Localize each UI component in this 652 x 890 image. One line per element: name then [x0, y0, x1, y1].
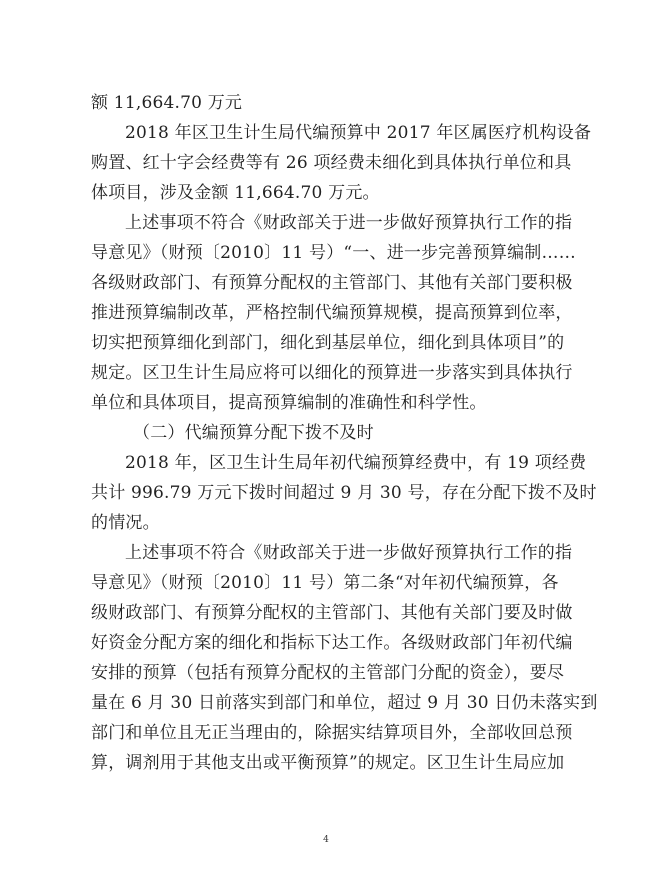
body-line: 算，调剂用于其他支出或平衡预算”的规定。区卫生计生局应加 [91, 753, 565, 773]
body-line: 切实把预算细化到部门，细化到基层单位，细化到具体项目”的 [91, 333, 565, 353]
body-line: 额 11,664.70 万元 [91, 93, 243, 113]
body-line: 导意见》（财预〔2010〕11 号）第二条“对年初代编预算，各 [91, 573, 559, 593]
body-line: 单位和具体项目，提高预算编制的准确性和科学性。 [91, 393, 487, 413]
body-line: 购置、红十字会经费等有 26 项经费未细化到具体执行单位和具 [91, 153, 572, 173]
paragraph-first-line: 上述事项不符合《财政部关于进一步做好预算执行工作的指 [125, 213, 573, 233]
paragraph-first-line: 2018 年区卫生计生局代编预算中 2017 年区属医疗机构设备 [125, 123, 592, 143]
body-line: 体项目，涉及金额 11,664.70 万元。 [91, 183, 380, 203]
body-line: 部门和单位且无正当理由的，除据实结算项目外，全部收回总预 [91, 723, 573, 743]
body-line: 量在 6 月 30 日前落实到部门和单位，超过 9 月 30 日仍未落实到 [91, 693, 598, 713]
page-number: 4 [323, 835, 329, 845]
body-line: 安排的预算（包括有预算分配权的主管部门分配的资金），要尽 [91, 663, 565, 683]
paragraph-first-line: 上述事项不符合《财政部关于进一步做好预算执行工作的指 [125, 543, 573, 563]
body-line: 级财政部门、有预算分配权的主管部门、其他有关部门要及时做 [91, 603, 573, 623]
paragraph-first-line: 2018 年，区卫生计生局年初代编预算经费中，有 19 项经费 [125, 453, 587, 473]
body-line: 规定。区卫生计生局应将可以细化的预算进一步落实到具体执行 [91, 363, 573, 383]
body-line: 各级财政部门、有预算分配权的主管部门、其他有关部门要积极 [91, 273, 573, 293]
body-line: 好资金分配方案的细化和指标下达工作。各级财政部门年初代编 [91, 633, 573, 653]
document-body [91, 88, 598, 778]
body-line: 的情况。 [91, 513, 160, 533]
body-line: 共计 996.79 万元下拨时间超过 9 月 30 号，存在分配下拨不及时 [91, 483, 597, 503]
body-line: 导意见》（财预〔2010〕11 号）“一、进一步完善预算编制…… [91, 243, 576, 263]
section-heading: （二）代编预算分配下拨不及时 [133, 423, 374, 443]
body-line: 推进预算编制改革，严格控制代编预算规模，提高预算到位率， [91, 303, 573, 323]
